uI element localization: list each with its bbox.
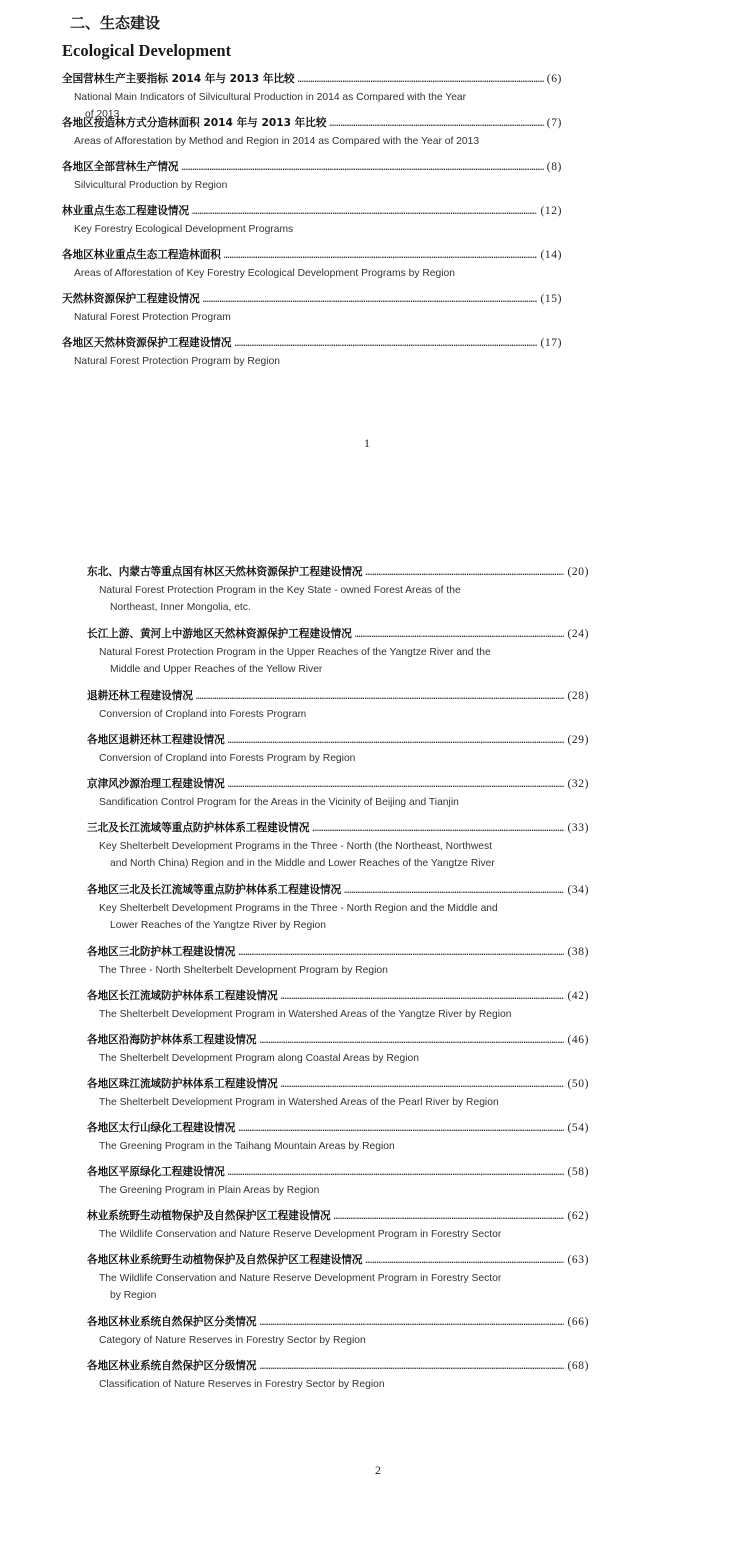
toc-entry-title-zh: 各地区林业重点生态工程造林面积 bbox=[62, 249, 221, 261]
toc-entry-heading bbox=[62, 246, 562, 264]
toc-entry-page-number: (15) bbox=[540, 293, 562, 305]
toc-entry-title-zh: 京津风沙源治理工程建设情况 bbox=[87, 778, 225, 790]
toc-entry-title-zh: 东北、内蒙古等重点国有林区天然林资源保护工程建设情况 bbox=[87, 566, 363, 578]
toc-entry-title-en-line1: National Main Indicators of Silvicultural Production in 2014 as Compared with the Year bbox=[74, 92, 467, 103]
toc-entry-title-en bbox=[87, 1094, 589, 1111]
toc-entry[interactable] bbox=[87, 1163, 589, 1199]
toc-entry[interactable] bbox=[62, 114, 562, 150]
toc-entry-title-en-line1: The Greening Program in the Taihang Mountain Areas by Region bbox=[99, 1141, 395, 1152]
toc-entry-title-en-line1: Conversion of Cropland into Forests Program by Region bbox=[99, 753, 356, 764]
toc-entry-title-en-line1: Natural Forest Protection Program bbox=[74, 312, 231, 323]
toc-entry-title-en bbox=[62, 221, 562, 238]
toc-entry-page-number: (6) bbox=[546, 73, 562, 85]
toc-entry-title-en-line1: Natural Forest Protection Program in the Key State - owned Forest Areas of the bbox=[99, 585, 461, 596]
toc-entry-title-zh: 各地区沿海防护林体系工程建设情况 bbox=[87, 1034, 257, 1046]
toc-entry-title-en-line1: Natural Forest Protection Program by Region bbox=[74, 356, 281, 367]
toc-entry-title-zh: 各地区天然林资源保护工程建设情况 bbox=[62, 337, 232, 349]
toc-entry-title-en-line1: Classification of Nature Reserves in Forestry Sector by Region bbox=[99, 1379, 385, 1390]
toc-entry-title-en-line1: Key Shelterbelt Development Programs in the Three - North Region and the Middle and bbox=[99, 903, 498, 914]
toc-entry[interactable] bbox=[87, 943, 589, 979]
toc-entry[interactable] bbox=[87, 987, 589, 1023]
toc-entry[interactable] bbox=[87, 1357, 589, 1393]
toc-entry-page-number: (42) bbox=[567, 990, 589, 1002]
dot-leader bbox=[365, 1252, 564, 1270]
toc-entry-page-number: (32) bbox=[567, 778, 589, 790]
toc-entry-title-en-line1: Sandification Control Program for the Areas in the Vicinity of Beijing and Tianjin bbox=[99, 797, 459, 808]
toc-entry-heading bbox=[87, 1313, 589, 1331]
toc-entry-page-number: (46) bbox=[567, 1034, 589, 1046]
dot-leader bbox=[365, 564, 564, 582]
toc-entry-title-en bbox=[87, 1226, 589, 1243]
toc-entry-title-en bbox=[87, 1332, 589, 1349]
toc-entry[interactable] bbox=[87, 1207, 589, 1243]
toc-entry-heading bbox=[87, 943, 589, 961]
toc-entry-title-en-line1: The Wildlife Conservation and Nature Reserve Development Program in Forestry Sector bbox=[99, 1229, 502, 1240]
toc-entry[interactable] bbox=[87, 1031, 589, 1067]
toc-entry-page-number: (8) bbox=[546, 161, 562, 173]
toc-entry-title-zh: 各地区三北及长江流域等重点防护林体系工程建设情况 bbox=[87, 884, 342, 896]
toc-entry[interactable] bbox=[62, 246, 562, 282]
toc-entry-page-number: (14) bbox=[540, 249, 562, 261]
toc-entry-title-en bbox=[62, 133, 562, 150]
toc-entry-title-en-line1: The Three - North Shelterbelt Development Program by Region bbox=[99, 965, 388, 976]
toc-entry-title-zh: 各地区三北防护林工程建设情况 bbox=[87, 946, 236, 958]
toc-entry-title-en-line2: of 2013 bbox=[85, 109, 120, 120]
toc-entry-heading bbox=[87, 1075, 589, 1093]
toc-entry[interactable] bbox=[87, 881, 589, 934]
toc-entry-page-number: (12) bbox=[540, 205, 562, 217]
dot-leader bbox=[281, 1076, 565, 1094]
toc-entry-heading bbox=[62, 202, 562, 220]
toc-entry-heading bbox=[62, 334, 562, 352]
toc-entry-title-en-line1: Areas of Afforestation by Method and Region in 2014 as Compared with the Year of 2013 bbox=[74, 136, 480, 147]
section-title-zh: 二、生态建设 bbox=[70, 14, 161, 32]
toc-entry-heading bbox=[87, 881, 589, 899]
toc-entry-heading bbox=[87, 687, 589, 705]
toc-entry-title-zh: 三北及长江流域等重点防护林体系工程建设情况 bbox=[87, 822, 310, 834]
toc-entry-title-zh: 各地区珠江流域防护林体系工程建设情况 bbox=[87, 1078, 278, 1090]
toc-entry-page-number: (58) bbox=[567, 1166, 589, 1178]
toc-entry-title-en bbox=[87, 962, 589, 979]
toc-entry-page-number: (68) bbox=[567, 1360, 589, 1372]
dot-leader bbox=[203, 291, 538, 309]
toc-entry-title-en bbox=[87, 900, 589, 934]
toc-entry-title-zh: 各地区平原绿化工程建设情况 bbox=[87, 1166, 225, 1178]
toc-entry-page-number: (50) bbox=[567, 1078, 589, 1090]
toc-entry-title-en-line1: Areas of Afforestation of Key Forestry Ecological Development Programs by Region bbox=[74, 268, 455, 279]
page-number: 2 bbox=[375, 1463, 381, 1477]
toc-entry-title-zh: 各地区林业系统自然保护区分级情况 bbox=[87, 1360, 257, 1372]
dot-leader bbox=[260, 1358, 565, 1376]
toc-entry[interactable] bbox=[87, 1075, 589, 1111]
toc-entry-title-zh: 长江上游、黄河上中游地区天然林资源保护工程建设情况 bbox=[87, 628, 352, 640]
toc-entry-page-number: (63) bbox=[567, 1254, 589, 1266]
toc-entry-heading bbox=[87, 625, 589, 643]
toc-entry[interactable] bbox=[87, 625, 589, 678]
dot-leader bbox=[238, 1120, 564, 1138]
toc-entry-title-en bbox=[87, 838, 589, 872]
toc-entry-title-en bbox=[87, 1182, 589, 1199]
dot-leader bbox=[260, 1314, 565, 1332]
toc-entry-heading bbox=[87, 563, 589, 581]
toc-entry-page-number: (62) bbox=[567, 1210, 589, 1222]
toc-entry-heading bbox=[62, 70, 562, 88]
dot-leader bbox=[196, 688, 565, 706]
toc-entry-title-en bbox=[62, 309, 562, 326]
toc-entry-heading bbox=[87, 1251, 589, 1269]
dot-leader bbox=[224, 247, 538, 265]
section-title-en: Ecological Development bbox=[62, 41, 232, 60]
toc-entry-heading bbox=[87, 987, 589, 1005]
toc-entry-title-zh: 各地区全部营林生产情况 bbox=[62, 161, 179, 173]
toc-entry-title-en bbox=[87, 1138, 589, 1155]
toc-entry-title-en bbox=[87, 750, 589, 767]
toc-entry-heading bbox=[87, 775, 589, 793]
dot-leader bbox=[228, 776, 565, 794]
toc-entry-title-zh: 全国营林生产主要指标 2014 年与 2013 年比较 bbox=[62, 73, 295, 85]
toc-entry-title-en bbox=[87, 582, 589, 616]
toc-entry-title-en-line1: The Shelterbelt Development Program in Watershed Areas of the Pearl River by Region bbox=[99, 1097, 499, 1108]
toc-entry-title-en-line1: The Wildlife Conservation and Nature Reserve Development Program in Forestry Sector bbox=[99, 1273, 502, 1284]
toc-entry-title-en bbox=[62, 177, 562, 194]
toc-entry-title-zh: 各地区长江流域防护林体系工程建设情况 bbox=[87, 990, 278, 1002]
toc-entry-title-zh: 各地区退耕还林工程建设情况 bbox=[87, 734, 225, 746]
toc-entry[interactable] bbox=[62, 334, 562, 370]
toc-entry-title-en bbox=[87, 1006, 589, 1023]
toc-entry-heading bbox=[87, 819, 589, 837]
dot-leader bbox=[260, 1032, 565, 1050]
toc-entry-title-en bbox=[87, 794, 589, 811]
toc-entry-title-en-line2: and North China) Region and in the Middle and Lower Reaches of the Yangtze River bbox=[110, 858, 495, 869]
toc-entry-page-number: (33) bbox=[567, 822, 589, 834]
toc-entry-title-zh: 各地区林业系统自然保护区分类情况 bbox=[87, 1316, 257, 1328]
toc-entry-title-en bbox=[87, 644, 589, 678]
toc-entry[interactable] bbox=[62, 290, 562, 326]
toc-entry-title-zh: 天然林资源保护工程建设情况 bbox=[62, 293, 200, 305]
toc-entry-heading bbox=[87, 1031, 589, 1049]
toc-entry[interactable] bbox=[87, 819, 589, 872]
toc-entry-title-en bbox=[87, 1270, 589, 1304]
toc-page-2 bbox=[0, 555, 750, 1546]
toc-entry-title-zh: 林业系统野生动植物保护及自然保护区工程建设情况 bbox=[87, 1210, 331, 1222]
toc-entry-title-en-line1: Category of Nature Reserves in Forestry Sector by Region bbox=[99, 1335, 366, 1346]
toc-entry-title-zh: 各地区林业系统野生动植物保护及自然保护区工程建设情况 bbox=[87, 1254, 363, 1266]
dot-leader bbox=[355, 626, 565, 644]
toc-entry-page-number: (28) bbox=[567, 690, 589, 702]
toc-entry[interactable] bbox=[62, 202, 562, 238]
toc-entry-title-en-line1: The Greening Program in Plain Areas by Region bbox=[99, 1185, 320, 1196]
toc-entry[interactable] bbox=[87, 1251, 589, 1304]
toc-entry-title-en-line1: The Shelterbelt Development Program along Coastal Areas by Region bbox=[99, 1053, 419, 1064]
dot-leader bbox=[228, 1164, 565, 1182]
toc-entry-title-en bbox=[87, 1050, 589, 1067]
dot-leader bbox=[312, 820, 564, 838]
dot-leader bbox=[192, 203, 537, 221]
toc-entry-heading bbox=[62, 114, 562, 132]
toc-entry-page-number: (20) bbox=[567, 566, 589, 578]
toc-entry-page-number: (29) bbox=[567, 734, 589, 746]
toc-entry-title-en-line1: Key Shelterbelt Development Programs in the Three - North (the Northeast, Northwest bbox=[99, 841, 492, 852]
toc-entry[interactable] bbox=[62, 158, 562, 194]
toc-entry[interactable] bbox=[87, 731, 589, 767]
toc-entry-page-number: (54) bbox=[567, 1122, 589, 1134]
dot-leader bbox=[238, 944, 564, 962]
toc-entry-heading bbox=[87, 1357, 589, 1375]
toc-entry-title-en-line1: Conversion of Cropland into Forests Program bbox=[99, 709, 307, 720]
toc-entry-page-number: (34) bbox=[567, 884, 589, 896]
toc-entry-heading bbox=[62, 290, 562, 308]
toc-entry-heading bbox=[87, 731, 589, 749]
toc-entry-page-number: (38) bbox=[567, 946, 589, 958]
dot-leader bbox=[329, 115, 543, 133]
toc-entry-heading bbox=[87, 1119, 589, 1137]
dot-leader bbox=[182, 159, 544, 177]
toc-entry-page-number: (66) bbox=[567, 1316, 589, 1328]
toc-entry-title-en-line1: Natural Forest Protection Program in the Upper Reaches of the Yangtze River and the bbox=[99, 647, 491, 658]
dot-leader bbox=[235, 335, 538, 353]
toc-entry-title-en-line2: by Region bbox=[110, 1290, 157, 1301]
toc-entry-heading bbox=[62, 158, 562, 176]
toc-entry-title-en bbox=[87, 1376, 589, 1393]
toc-entry-page-number: (24) bbox=[567, 628, 589, 640]
toc-entry-title-en-line1: Key Forestry Ecological Development Programs bbox=[74, 224, 294, 235]
toc-entry-title-en-line2: Northeast, Inner Mongolia, etc. bbox=[110, 602, 251, 613]
toc-entry-heading bbox=[87, 1163, 589, 1181]
toc-entry-heading bbox=[87, 1207, 589, 1225]
toc-entry-title-en bbox=[62, 265, 562, 282]
toc-entry[interactable] bbox=[87, 687, 589, 723]
dot-leader bbox=[298, 71, 544, 89]
toc-entry-page-number: (7) bbox=[546, 117, 562, 129]
toc-entry-title-zh: 各地区按造林方式分造林面积 2014 年与 2013 年比较 bbox=[62, 117, 327, 129]
toc-entry-title-en bbox=[87, 706, 589, 723]
toc-entry-title-en-line1: The Shelterbelt Development Program in Watershed Areas of the Yangtze River by Region bbox=[99, 1009, 512, 1020]
toc-entry[interactable] bbox=[87, 775, 589, 811]
page-number: 1 bbox=[364, 436, 370, 450]
dot-leader bbox=[228, 732, 565, 750]
toc-entry[interactable] bbox=[87, 1313, 589, 1349]
toc-entry-title-en-line2: Lower Reaches of the Yangtze River by Region bbox=[110, 920, 326, 931]
dot-leader bbox=[344, 882, 564, 900]
toc-page-1 bbox=[0, 0, 750, 480]
toc-entry-title-zh: 各地区太行山绿化工程建设情况 bbox=[87, 1122, 236, 1134]
toc-entry[interactable] bbox=[87, 563, 589, 616]
dot-leader bbox=[334, 1208, 565, 1226]
toc-entry-title-zh: 退耕还林工程建设情况 bbox=[87, 690, 193, 702]
toc-entry-title-zh: 林业重点生态工程建设情况 bbox=[62, 205, 190, 217]
dot-leader bbox=[281, 988, 565, 1006]
toc-entry-title-en-line1: Silvicultural Production by Region bbox=[74, 180, 228, 191]
toc-entry-title-en bbox=[62, 353, 562, 370]
toc-entry[interactable] bbox=[87, 1119, 589, 1155]
toc-entry-page-number: (17) bbox=[540, 337, 562, 349]
toc-entry-title-en-line2: Middle and Upper Reaches of the Yellow River bbox=[110, 664, 323, 675]
